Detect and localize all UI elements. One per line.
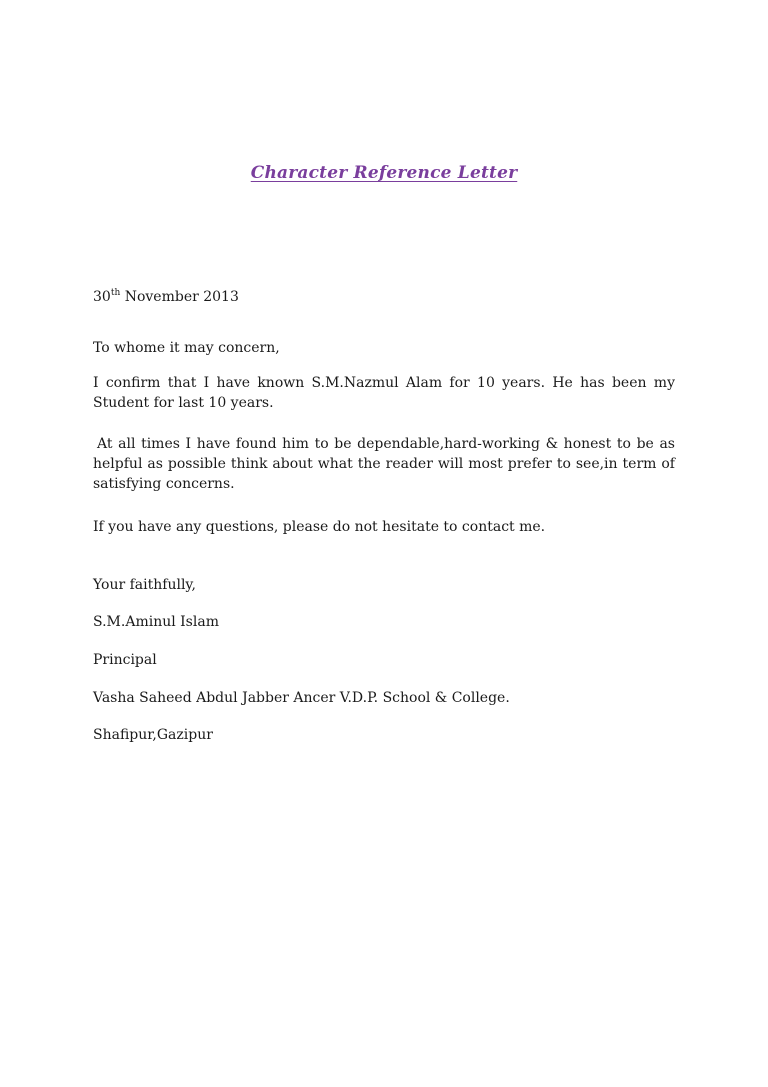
letter-date: [93, 287, 239, 307]
letter-title: Character Reference Letter: [250, 163, 518, 183]
institution: Vasha Saheed Abdul Jabber Ancer V.D.P. School & College.: [93, 690, 510, 706]
date-month-year: November 2013: [124, 289, 239, 305]
location: Shafipur,Gazipur: [93, 727, 213, 743]
paragraph-character: At all times I have found him to be dependable,hard-working & honest to be as helpful as possible think about what the reader will most prefer to see,in term of satisfying concerns.: [93, 436, 675, 492]
paragraph-contact: If you have any questions, please do not hesitate to contact me.: [93, 519, 546, 535]
salutation: To whome it may concern,: [93, 340, 280, 356]
paragraph-known: I confirm that I have known S.M.Nazmul Alam for 10 years. He has been my Student for last 10 years.: [93, 375, 675, 411]
closing: Your faithfully,: [93, 577, 196, 593]
date-suffix: th: [110, 288, 121, 298]
signer-title: Principal: [93, 652, 157, 668]
signer-name: S.M.Aminul Islam: [93, 614, 219, 630]
date-day: 30: [93, 289, 111, 305]
